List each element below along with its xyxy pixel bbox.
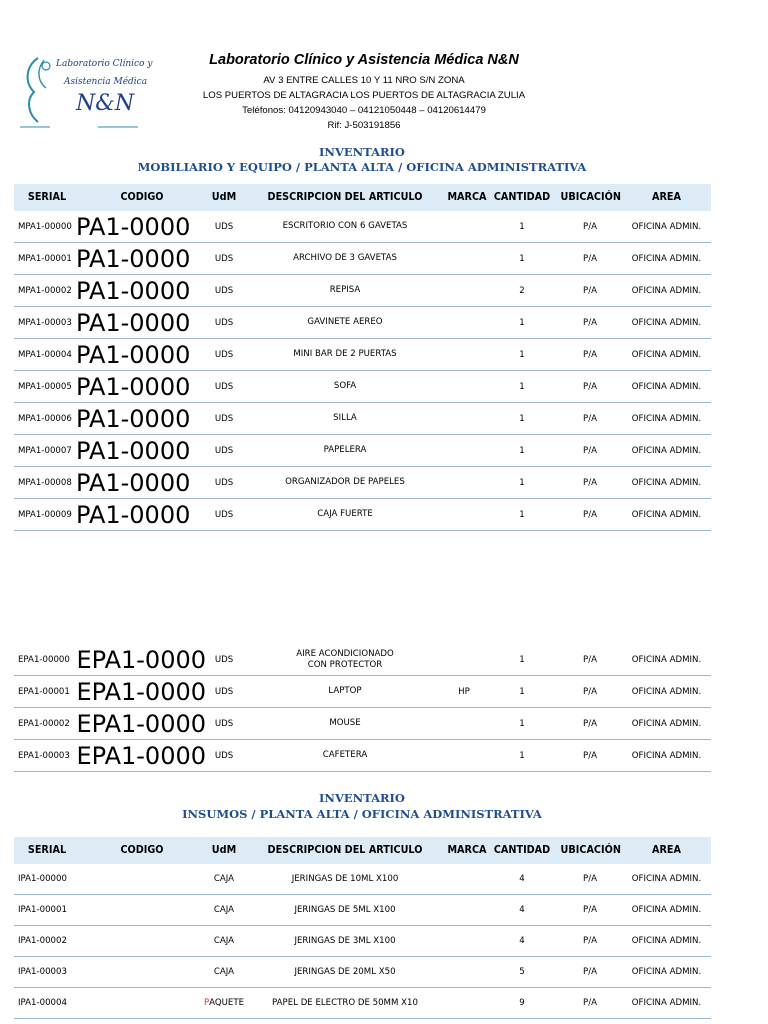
serial-cell: MPA1-00007 bbox=[18, 445, 72, 456]
section3-title: INVENTARIO bbox=[319, 791, 405, 805]
col-ubicacion: UBICACIÓN bbox=[560, 844, 621, 856]
phones: Teléfonos: 04120943040 – 04121050448 – 04120614479 bbox=[242, 105, 486, 116]
table-row bbox=[14, 243, 711, 275]
codigo-cell bbox=[76, 926, 206, 956]
area-cell: OFICINA ADMIN. bbox=[631, 998, 702, 1008]
marca-cell: HP bbox=[458, 686, 470, 697]
address-line-2: LOS PUERTOS DE ALTAGRACIA LOS PUERTOS DE ALTAGRACIA ZULIA bbox=[202, 90, 526, 101]
marca-cell bbox=[446, 740, 482, 771]
serial-cell: MPA1-00002 bbox=[18, 285, 72, 296]
ubicacion-cell: P/A bbox=[583, 317, 597, 328]
udm-cell: UDS bbox=[214, 445, 234, 456]
area-cell: OFICINA ADMIN. bbox=[631, 874, 702, 884]
area-cell: OFICINA ADMIN. bbox=[631, 317, 702, 328]
description-cell: JERINGAS DE 3ML X100 bbox=[294, 935, 396, 946]
area-cell: OFICINA ADMIN. bbox=[631, 718, 702, 729]
area-cell: OFICINA ADMIN. bbox=[631, 477, 702, 488]
codigo-cell: PA1-0000 bbox=[76, 212, 191, 241]
codigo-cell: PA1-0000 bbox=[76, 340, 191, 369]
table-row bbox=[14, 957, 711, 988]
cantidad-cell: 1 bbox=[519, 445, 525, 456]
description-cell: SOFA bbox=[333, 381, 357, 391]
cantidad-cell: 2 bbox=[519, 285, 525, 296]
codigo-cell: PA1-0000 bbox=[76, 244, 191, 273]
col-marca: MARCA bbox=[447, 191, 487, 203]
udm-cell: UDS bbox=[214, 221, 234, 232]
codigo-cell: PA1-0000 bbox=[76, 372, 191, 401]
table-row bbox=[14, 895, 711, 926]
serial-cell: MPA1-00000 bbox=[18, 221, 72, 232]
area-cell: OFICINA ADMIN. bbox=[631, 750, 702, 761]
table-row bbox=[14, 926, 711, 957]
cantidad-cell: 1 bbox=[519, 221, 525, 232]
udm-cell: CAJA bbox=[213, 967, 235, 977]
table-row bbox=[14, 499, 711, 531]
col-serial: SERIAL bbox=[27, 844, 67, 856]
marca-cell bbox=[446, 499, 482, 530]
udm-cell: UDS bbox=[214, 349, 234, 360]
serial-cell: MPA1-00008 bbox=[18, 477, 72, 488]
description-cell: ESCRITORIO CON 6 GAVETAS bbox=[282, 221, 408, 231]
marca-cell bbox=[446, 988, 482, 1018]
codigo-cell: PA1-0000 bbox=[76, 436, 191, 465]
area-cell: OFICINA ADMIN. bbox=[631, 509, 702, 520]
ubicacion-cell: P/A bbox=[583, 445, 597, 456]
ubicacion-cell: P/A bbox=[583, 750, 597, 761]
serial-cell: EPA1-00002 bbox=[18, 718, 70, 729]
marca-cell bbox=[446, 339, 482, 370]
ubicacion-cell: P/A bbox=[583, 349, 597, 360]
logo-line-1: Laboratorio Clínico y bbox=[56, 59, 153, 69]
area-cell: OFICINA ADMIN. bbox=[631, 905, 702, 915]
udm-cell: CAJA bbox=[213, 905, 235, 915]
description-cell: CAJA FUERTE bbox=[317, 509, 373, 519]
ubicacion-cell: P/A bbox=[583, 718, 597, 729]
cantidad-cell: 1 bbox=[519, 750, 525, 761]
cantidad-cell: 1 bbox=[519, 349, 525, 360]
ubicacion-cell: P/A bbox=[583, 253, 597, 264]
marca-cell bbox=[446, 957, 482, 987]
cantidad-cell: 1 bbox=[519, 381, 525, 392]
area-cell: OFICINA ADMIN. bbox=[631, 686, 702, 697]
table-row bbox=[14, 307, 711, 339]
ubicacion-cell: P/A bbox=[583, 477, 597, 488]
serial-cell: MPA1-00003 bbox=[18, 317, 72, 328]
cantidad-cell: 1 bbox=[519, 413, 525, 424]
section1-subtitle: MOBILIARIO Y EQUIPO / PLANTA ALTA / OFICINA ADMINISTRATIVA bbox=[137, 160, 587, 174]
serial-cell: IPA1-00000 bbox=[18, 874, 67, 884]
description-cell: PAPEL DE ELECTRO DE 50MM X10 bbox=[272, 997, 418, 1008]
serial-cell: IPA1-00004 bbox=[18, 998, 67, 1008]
ubicacion-cell: P/A bbox=[583, 285, 597, 296]
table-row bbox=[14, 275, 711, 307]
udm-cell: UDS bbox=[214, 718, 234, 729]
marca-cell bbox=[446, 467, 482, 498]
description-cell: REPISA bbox=[329, 285, 361, 295]
table-row bbox=[14, 403, 711, 435]
description-cell: SILLA bbox=[333, 413, 357, 423]
area-cell: OFICINA ADMIN. bbox=[631, 967, 702, 977]
table-row bbox=[14, 740, 711, 772]
ubicacion-cell: P/A bbox=[583, 686, 597, 697]
furniture-table bbox=[14, 184, 711, 531]
table-row bbox=[14, 467, 711, 499]
marca-cell bbox=[446, 243, 482, 274]
description-cell: LAPTOP bbox=[328, 686, 362, 696]
udm-cell: UDS bbox=[214, 477, 234, 488]
cantidad-cell: 4 bbox=[519, 874, 525, 884]
udm-cell: UDS bbox=[214, 253, 234, 264]
address-line-1: AV 3 ENTRE CALLES 10 Y 11 NRO S/N ZONA bbox=[263, 75, 465, 86]
area-cell: OFICINA ADMIN. bbox=[631, 253, 702, 264]
marca-cell bbox=[446, 307, 482, 338]
ubicacion-cell: P/A bbox=[583, 998, 597, 1008]
area-cell: OFICINA ADMIN. bbox=[631, 445, 702, 456]
area-cell: OFICINA ADMIN. bbox=[631, 221, 702, 232]
cantidad-cell: 1 bbox=[519, 509, 525, 520]
cantidad-cell: 4 bbox=[519, 905, 525, 915]
ubicacion-cell: P/A bbox=[583, 509, 597, 520]
table-row bbox=[14, 644, 711, 676]
col-udm: UdM bbox=[211, 191, 237, 203]
clinic-logo bbox=[16, 52, 166, 137]
serial-cell: EPA1-00000 bbox=[18, 654, 70, 665]
codigo-cell bbox=[76, 988, 206, 1018]
col-cantidad: CANTIDAD bbox=[493, 844, 551, 856]
description-cell: JERINGAS DE 10ML X100 bbox=[291, 873, 399, 884]
description-cell: MOUSE bbox=[329, 718, 361, 728]
marca-cell bbox=[446, 708, 482, 739]
udm-cell: UDS bbox=[214, 381, 234, 392]
serial-cell: EPA1-00003 bbox=[18, 750, 70, 761]
codigo-cell: PA1-0000 bbox=[76, 308, 191, 337]
area-cell: OFICINA ADMIN. bbox=[631, 349, 702, 360]
ubicacion-cell: P/A bbox=[583, 221, 597, 232]
supplies-table bbox=[14, 837, 711, 1019]
section1-title: INVENTARIO bbox=[319, 145, 405, 159]
equipment-table bbox=[14, 644, 711, 772]
col-area: AREA bbox=[651, 844, 681, 856]
company-title: Laboratorio Clínico y Asistencia Médica N&N bbox=[209, 52, 519, 68]
udm-cell: P AQUETE bbox=[203, 998, 245, 1008]
description-cell: GAVINETE AEREO bbox=[307, 317, 383, 327]
table-row bbox=[14, 676, 711, 708]
area-cell: OFICINA ADMIN. bbox=[631, 413, 702, 424]
rif: Rif: J-503191856 bbox=[327, 120, 401, 131]
udm-cell: CAJA bbox=[213, 936, 235, 946]
codigo-cell: PA1-0000 bbox=[76, 468, 191, 497]
codigo-cell: EPA1-0000 bbox=[76, 741, 206, 770]
description-cell: MINI BAR DE 2 PUERTAS bbox=[293, 349, 397, 359]
description-cell: PAPELERA bbox=[323, 445, 367, 455]
logo-line-2: Asistencia Médica bbox=[64, 77, 148, 87]
udm-cell: UDS bbox=[214, 285, 234, 296]
col-udm: UdM bbox=[211, 844, 237, 856]
codigo-cell: PA1-0000 bbox=[76, 276, 191, 305]
table-header bbox=[14, 184, 711, 211]
ubicacion-cell: P/A bbox=[583, 413, 597, 424]
ubicacion-cell: P/A bbox=[583, 905, 597, 915]
serial-cell: EPA1-00001 bbox=[18, 686, 70, 697]
serial-cell: IPA1-00002 bbox=[18, 936, 67, 946]
codigo-cell: EPA1-0000 bbox=[76, 677, 206, 706]
table-row bbox=[14, 708, 711, 740]
cantidad-cell: 1 bbox=[519, 317, 525, 328]
marca-cell bbox=[446, 275, 482, 306]
col-area: AREA bbox=[651, 191, 681, 203]
description-cell: JERINGAS DE 5ML X100 bbox=[294, 904, 396, 915]
serial-cell: MPA1-00005 bbox=[18, 381, 72, 392]
ubicacion-cell: P/A bbox=[583, 967, 597, 977]
codigo-cell bbox=[76, 957, 206, 987]
logo-monogram: N&N bbox=[76, 91, 135, 116]
description-cell: JERINGAS DE 20ML X50 bbox=[294, 966, 396, 977]
table-row bbox=[14, 211, 711, 243]
codigo-cell: PA1-0000 bbox=[76, 500, 191, 529]
area-cell: OFICINA ADMIN. bbox=[631, 936, 702, 946]
serial-cell: MPA1-00004 bbox=[18, 349, 72, 360]
ubicacion-cell: P/A bbox=[583, 936, 597, 946]
description-cell: CAFETERA bbox=[322, 750, 368, 760]
marca-cell bbox=[446, 371, 482, 402]
cantidad-cell: 1 bbox=[519, 253, 525, 264]
table-row bbox=[14, 988, 711, 1019]
cantidad-cell: 1 bbox=[519, 477, 525, 488]
codigo-cell: PA1-0000 bbox=[76, 404, 191, 433]
udm-cell: UDS bbox=[214, 413, 234, 424]
col-descripcion: DESCRIPCION DEL ARTICULO bbox=[267, 191, 423, 203]
cantidad-cell: 1 bbox=[519, 718, 525, 729]
serial-cell: MPA1-00009 bbox=[18, 509, 72, 520]
cantidad-cell: 9 bbox=[519, 998, 525, 1008]
codigo-cell: EPA1-0000 bbox=[76, 645, 206, 674]
serial-cell: MPA1-00001 bbox=[18, 253, 72, 264]
marca-cell bbox=[446, 926, 482, 956]
section3-subtitle: INSUMOS / PLANTA ALTA / OFICINA ADMINISTRATIVA bbox=[182, 807, 542, 821]
table-header bbox=[14, 837, 711, 864]
cantidad-cell: 5 bbox=[519, 967, 525, 977]
ubicacion-cell: P/A bbox=[583, 654, 597, 665]
area-cell: OFICINA ADMIN. bbox=[631, 381, 702, 392]
ubicacion-cell: P/A bbox=[583, 874, 597, 884]
marca-cell bbox=[446, 435, 482, 466]
area-cell: OFICINA ADMIN. bbox=[631, 654, 702, 665]
serial-cell: IPA1-00003 bbox=[18, 967, 67, 977]
udm-cell: UDS bbox=[214, 686, 234, 697]
col-codigo: CODIGO bbox=[120, 191, 164, 203]
table-row bbox=[14, 371, 711, 403]
cantidad-cell: 1 bbox=[519, 686, 525, 697]
marca-cell bbox=[446, 895, 482, 925]
col-codigo: CODIGO bbox=[120, 844, 164, 856]
table-row bbox=[14, 435, 711, 467]
marca-cell bbox=[446, 864, 482, 894]
description-cell: ARCHIVO DE 3 GAVETAS bbox=[293, 253, 397, 263]
marca-cell bbox=[446, 403, 482, 434]
description-cell: AIRE ACONDICIONADO CON PROTECTOR bbox=[296, 648, 394, 670]
udm-cell: CAJA bbox=[213, 874, 235, 884]
table-row bbox=[14, 864, 711, 895]
cantidad-cell: 1 bbox=[519, 654, 525, 665]
col-marca: MARCA bbox=[447, 844, 487, 856]
codigo-cell: EPA1-0000 bbox=[76, 709, 206, 738]
area-cell: OFICINA ADMIN. bbox=[631, 285, 702, 296]
col-ubicacion: UBICACIÓN bbox=[560, 191, 621, 203]
codigo-cell bbox=[76, 864, 206, 894]
description-cell: ORGANIZADOR DE PAPELES bbox=[285, 477, 405, 487]
col-serial: SERIAL bbox=[27, 191, 67, 203]
udm-cell: UDS bbox=[214, 750, 234, 761]
col-descripcion: DESCRIPCION DEL ARTICULO bbox=[267, 844, 423, 856]
ubicacion-cell: P/A bbox=[583, 381, 597, 392]
cantidad-cell: 4 bbox=[519, 936, 525, 946]
serial-cell: IPA1-00001 bbox=[18, 905, 67, 915]
col-cantidad: CANTIDAD bbox=[493, 191, 551, 203]
udm-cell: UDS bbox=[214, 654, 234, 665]
serial-cell: MPA1-00006 bbox=[18, 413, 72, 424]
marca-cell bbox=[446, 644, 482, 675]
marca-cell bbox=[446, 211, 482, 242]
udm-cell: UDS bbox=[214, 317, 234, 328]
table-row bbox=[14, 339, 711, 371]
codigo-cell bbox=[76, 895, 206, 925]
udm-cell: UDS bbox=[214, 509, 234, 520]
